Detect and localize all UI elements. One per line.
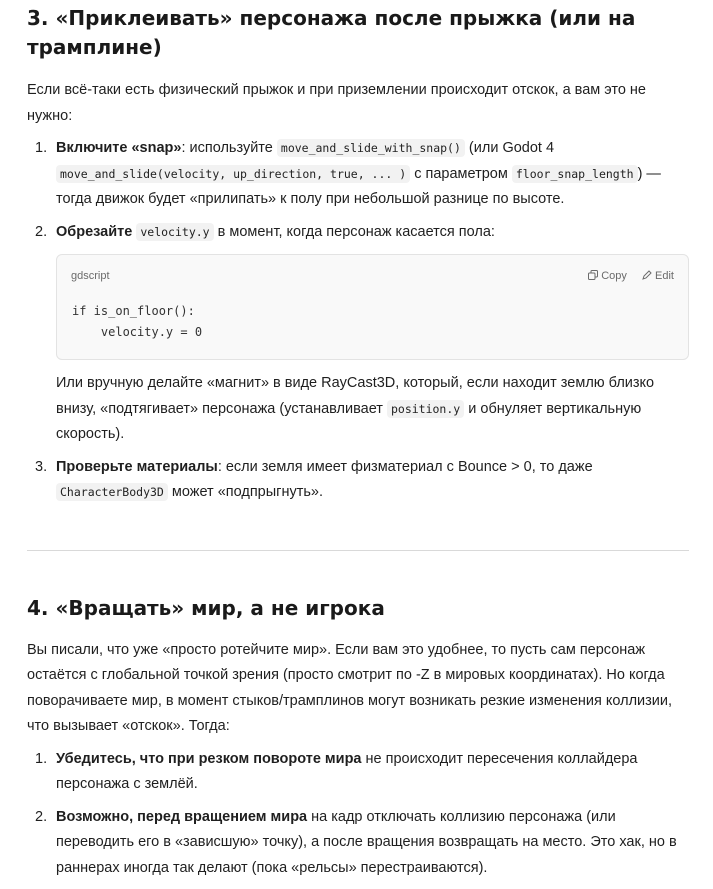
section-4-list	[27, 747, 689, 882]
inline-code: floor_snap_length	[512, 165, 638, 183]
list-number: 2.	[35, 223, 48, 240]
section-3-list	[27, 136, 689, 506]
item-followup	[56, 371, 689, 448]
edit-icon	[642, 270, 652, 280]
item-title: Включите «snap»	[56, 140, 182, 156]
edit-label: Edit	[655, 270, 674, 282]
inline-code: position.y	[387, 400, 464, 418]
list-item	[27, 805, 689, 882]
list-number: 1.	[35, 750, 48, 767]
code-content: if is_on_floor(): velocity.y = 0	[72, 304, 203, 339]
inline-code: velocity.y	[136, 223, 213, 241]
item-title: Убедитесь, что при резком повороте мира	[56, 750, 362, 767]
list-number: 3.	[35, 458, 48, 475]
section-4-intro: Вы писали, что уже «просто ротейчите мир». Если вам это удобнее, то пусть сам персонаж остаётся с глобальной точкой зрения (просто смотрит по -Z в мировых координатах). Но когда поворачиваете мир, в момент стыков/трамплинов могут возникать резкие изменения коллизии, что вызывает «отскок». Тогда:	[27, 641, 673, 734]
edit-button[interactable]	[642, 270, 674, 282]
item-text: : используйте	[181, 140, 277, 156]
code-actions	[576, 264, 674, 290]
section-3-heading: 3. «Приклеивать» персонажа после прыжка (или на трамплине)	[27, 6, 636, 59]
list-item	[27, 455, 689, 506]
section-3-intro: Если всё-таки есть физический прыжок и при приземлении происходит отскок, а вам это не нужно:	[27, 82, 646, 124]
inline-code: move_and_slide_with_snap()	[277, 139, 465, 157]
section-4-heading: 4. «Вращать» мир, а не игрока	[27, 595, 385, 620]
item-text: : если земля имеет физматериал с Bounce > 0, то даже	[217, 458, 593, 475]
item-title: Проверьте материалы	[56, 458, 218, 475]
section-divider	[27, 550, 689, 551]
copy-icon	[588, 270, 598, 280]
list-item	[27, 136, 689, 213]
item-text: Или вручную делайте «магнит» в виде RayCast3D, который, если находит землю близко внизу, «подтягивает» персонажа (устанавливает	[56, 375, 655, 417]
item-text: может «подпрыгнуть».	[167, 484, 324, 500]
item-text: (или Godot 4	[464, 140, 555, 156]
copy-label: Copy	[601, 270, 627, 282]
copy-button[interactable]	[588, 270, 630, 282]
list-number: 1.	[35, 140, 48, 156]
item-title: Обрезайте	[56, 223, 133, 240]
item-text: в момент, когда персонаж касается пола:	[213, 223, 495, 240]
item-text: с параметром	[410, 165, 512, 182]
inline-code: move_and_slide(velocity, up_direction, true, ... )	[56, 165, 410, 183]
list-number: 2.	[35, 808, 48, 825]
item-text: и обнуляет вертикальную скорость).	[56, 400, 642, 442]
inline-code: CharacterBody3D	[56, 483, 168, 501]
list-item	[27, 747, 689, 798]
code-language-label: gdscript	[71, 270, 110, 282]
item-text: не происходит пересечения коллайдера персонажа с землёй.	[56, 750, 638, 792]
item-text: на кадр отключать коллизию персонажа (или переводить его в «зависшую» точку), а после вращения возвращать на место. Это хак, но в раннерах иногда так делают (пока «рельсы» перестраиваются).	[56, 808, 677, 876]
item-text: ) — тогда движок будет «прилипать» к полу при небольшой разнице по высоте.	[56, 165, 661, 207]
list-item	[27, 220, 689, 448]
item-title: Возможно, перед вращением мира	[56, 808, 308, 825]
code-block	[56, 254, 689, 360]
